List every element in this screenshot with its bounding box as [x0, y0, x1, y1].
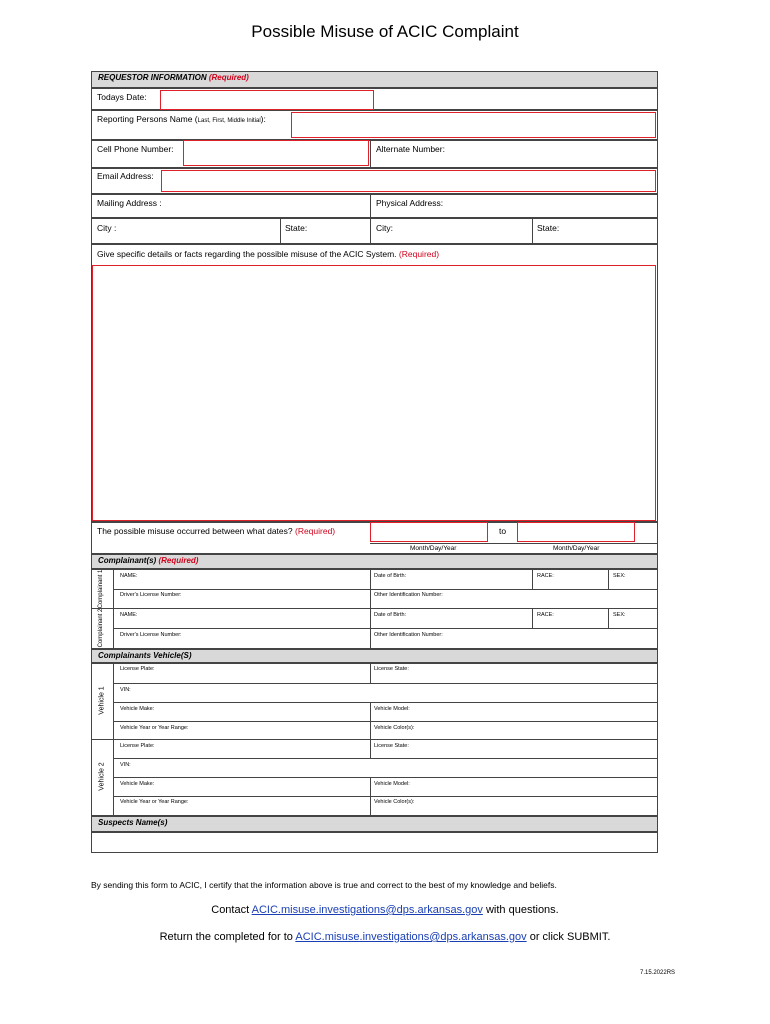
city-state-row: [91, 218, 658, 244]
v2-color-label: Vehicle Color(s):: [374, 799, 415, 805]
todays-date-input[interactable]: [160, 90, 374, 110]
v1-plate-label: License Plate:: [120, 666, 155, 672]
complainant-2-side-label: Complainant 2: [98, 608, 104, 648]
c1-other-id-label: Other Identification Number:: [374, 592, 443, 598]
dates-label: The possible misuse occurred between what dates? (Required): [97, 526, 336, 536]
end-date-format: Month/Day/Year: [553, 545, 600, 552]
v2-make-label: Vehicle Make:: [120, 781, 155, 787]
required-tag: (Required): [208, 73, 249, 82]
v1-state-label: License State:: [374, 666, 409, 672]
todays-date-label: Todays Date:: [97, 92, 147, 102]
email-label: Email Address:: [97, 171, 154, 181]
vehicle-2-side-label: Vehicle 2: [98, 762, 106, 791]
v1-vin-label: VIN:: [120, 687, 131, 693]
start-date-format: Month/Day/Year: [410, 545, 457, 552]
city-label-2: City:: [376, 223, 393, 233]
return-line: Return the completed for to ACIC.misuse.investigations@dps.arkansas.gov or click SUBMIT.: [159, 931, 611, 943]
v2-model-label: Vehicle Model:: [374, 781, 410, 787]
vehicle-1-side-label: Vehicle 1: [98, 686, 106, 715]
to-label: to: [499, 526, 507, 536]
suspects-input[interactable]: [91, 832, 658, 853]
contact-email-link[interactable]: ACIC.misuse.investigations@dps.arkansas.gov: [251, 904, 483, 916]
c2-sex-label: SEX:: [613, 612, 626, 618]
suspects-header: Suspects Name(s): [91, 816, 658, 832]
city-label: City :: [97, 223, 117, 233]
c2-name-label: NAME:: [120, 612, 138, 618]
complainants-header: Complainant(s) (Required): [91, 554, 658, 569]
v1-make-label: Vehicle Make:: [120, 706, 155, 712]
c2-dl-label: Driver's License Number:: [120, 632, 182, 638]
c2-dob-label: Date of Birth:: [374, 612, 407, 618]
complainant-1-side-label: Complainant 1: [98, 569, 104, 609]
address-row: [91, 194, 658, 218]
reporting-name-input[interactable]: [291, 112, 656, 138]
details-label: Give specific details or facts regarding the possible misuse of the ACIC System. (Required): [97, 249, 440, 259]
c1-sex-label: SEX:: [613, 573, 626, 579]
c2-race-label: RACE:: [537, 612, 554, 618]
c1-dl-label: Driver's License Number:: [120, 592, 182, 598]
start-date-input[interactable]: [370, 522, 488, 542]
requestor-header: [91, 71, 658, 88]
page-title: Possible Misuse of ACIC Complaint: [251, 22, 519, 41]
mailing-address-label: Mailing Address :: [97, 198, 162, 208]
c1-name-label: NAME:: [120, 573, 138, 579]
cell-phone-label: Cell Phone Number:: [97, 144, 174, 154]
cell-phone-input[interactable]: [183, 140, 369, 166]
c1-race-label: RACE:: [537, 573, 554, 579]
v2-state-label: License State:: [374, 743, 409, 749]
return-email-link[interactable]: ACIC.misuse.investigations@dps.arkansas.gov: [295, 931, 527, 943]
requestor-header-label: REQUESTOR INFORMATION: [98, 73, 207, 82]
v2-plate-label: License Plate:: [120, 743, 155, 749]
details-textarea[interactable]: [92, 265, 656, 521]
v2-vin-label: VIN:: [120, 762, 131, 768]
vehicles-header: Complainants Vehicle(S): [91, 649, 658, 663]
phone-row: [91, 140, 658, 168]
contact-line: Contact ACIC.misuse.investigations@dps.arkansas.gov with questions.: [211, 904, 559, 916]
certify-text: By sending this form to ACIC, I certify that the information above is true and correct to the best of my knowledge and beliefs.: [91, 880, 557, 890]
email-input[interactable]: [161, 170, 656, 192]
reporting-name-label: Reporting Persons Name (Last, First, Middle Initial):: [97, 114, 266, 124]
v1-model-label: Vehicle Model:: [374, 706, 410, 712]
c2-other-id-label: Other Identification Number:: [374, 632, 443, 638]
version-text: 7.15.2022RS: [640, 970, 676, 976]
c1-dob-label: Date of Birth:: [374, 573, 407, 579]
alternate-number-label: Alternate Number:: [376, 144, 445, 154]
v2-year-label: Vehicle Year or Year Range:: [120, 799, 189, 805]
v1-color-label: Vehicle Color(s):: [374, 725, 415, 731]
state-label-2: State:: [537, 223, 560, 233]
end-date-input[interactable]: [517, 522, 635, 542]
physical-address-label: Physical Address:: [376, 198, 444, 208]
v1-year-label: Vehicle Year or Year Range:: [120, 725, 189, 731]
state-label: State:: [285, 223, 308, 233]
